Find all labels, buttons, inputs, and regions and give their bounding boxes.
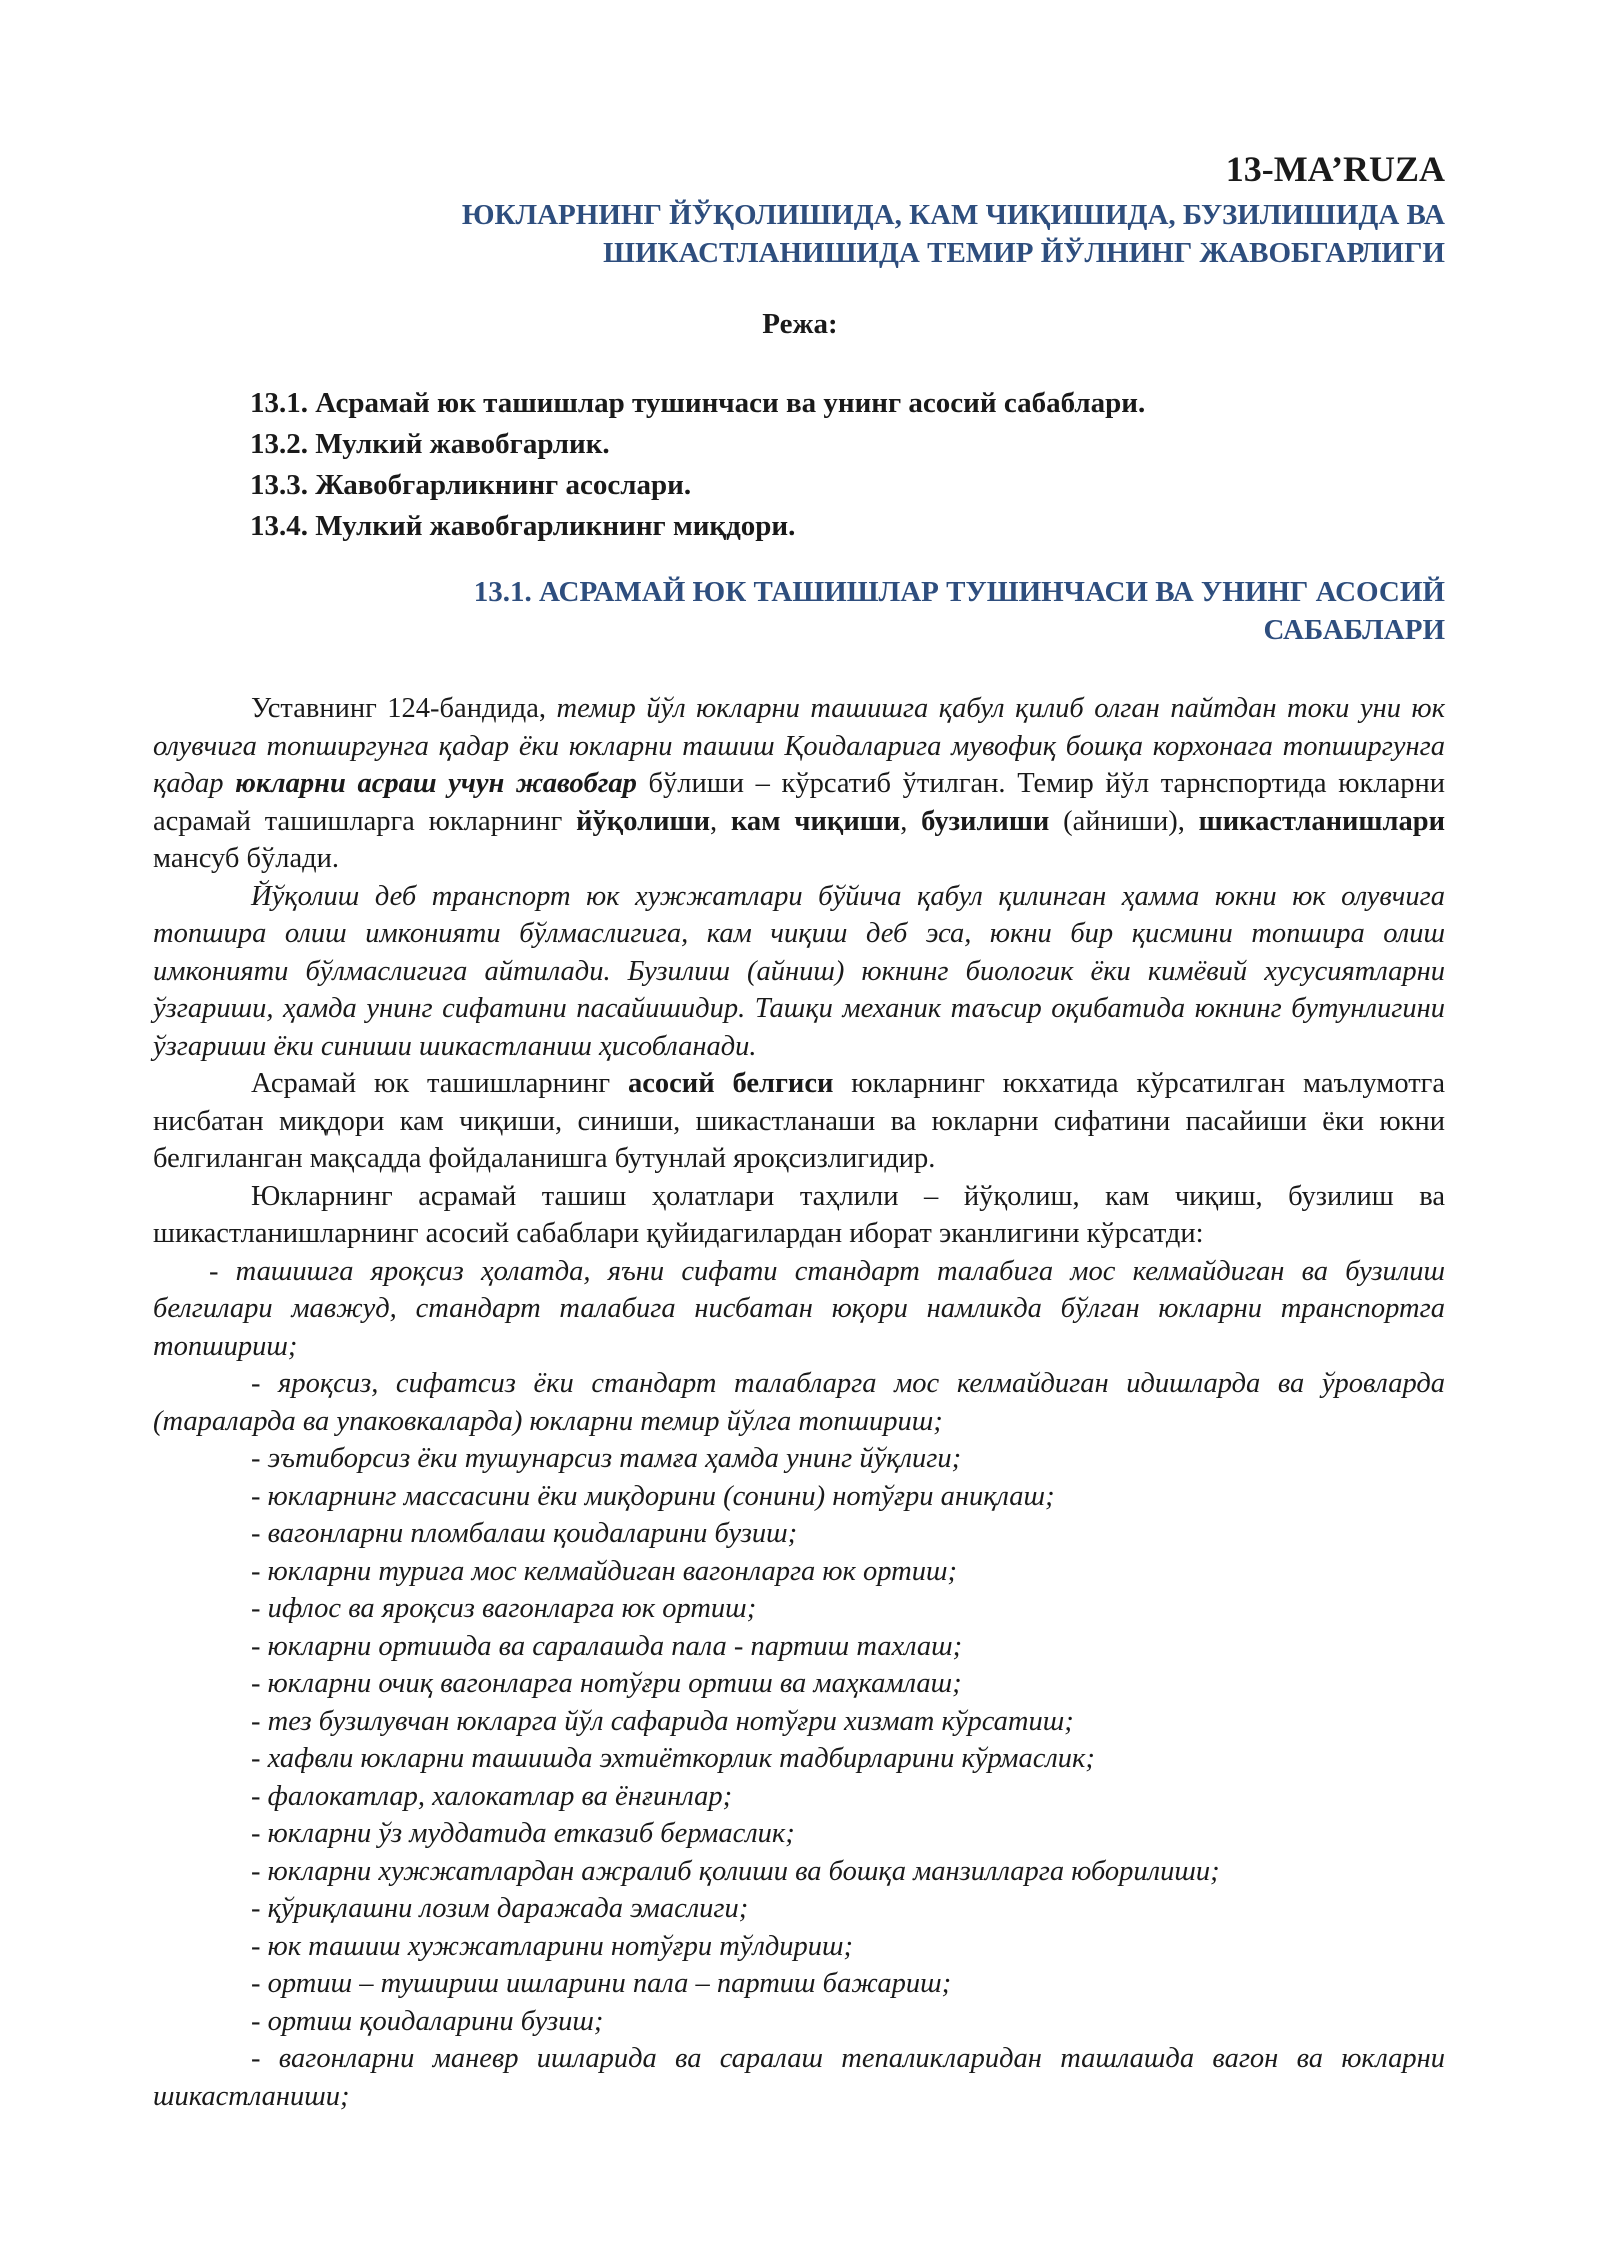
lecture-number: 13-MA’RUZA xyxy=(1225,149,1445,189)
text-run: юкларнинг юкхатида кўрсатилган маълумотга нисбатан миқдори кам чиқиши, синиши, шикастланаши ва юкларни сифатини пасайиши ёки юкни белгиланган мақсадда фойдаланишга бутунлай яроқсизлигидир. xyxy=(153,1068,1446,1174)
lecture-title xyxy=(145,196,1445,272)
paragraph xyxy=(153,1065,1445,1178)
cause-list-item: - юкларни ўз муддатида етказиб бермаслик; xyxy=(251,1818,795,1849)
section-title xyxy=(145,573,1445,649)
cause-list-item: - тез бузилувчан юкларга йўл сафарида нотўғри хизмат кўрсатиш; xyxy=(251,1705,1074,1737)
text-run: Асрамай юк ташишларнинг xyxy=(251,1068,628,1099)
text-run: Уставнинг 124-бандида, xyxy=(251,693,557,724)
text-run: (айниши), xyxy=(1049,805,1199,837)
cause-list-item: - юкларни турига мос келмайдиган вагонларга юк ортиш; xyxy=(251,1555,957,1587)
plan-item: 13.1. Асрамай юк ташишлар тушинчаси ва унинг асосий сабаблари. xyxy=(250,387,1146,419)
cause-list-item: - фалокатлар, халокатлар ва ёнғинлар; xyxy=(251,1780,733,1812)
section-title-line: САБАБЛАРИ xyxy=(1263,614,1445,646)
plan-list xyxy=(250,383,1350,547)
cause-list-item: - вагонларни маневр ишларида ва саралаш тепаликларидан ташлашда вагон ва юкларни шикастланиши; xyxy=(153,2043,1445,2112)
plan-item: 13.3. Жавобгарликнинг асослари. xyxy=(250,469,692,501)
cause-list-item: - вагонларни пломбалаш қоидаларини бузиш; xyxy=(251,1518,798,1549)
text-run-italic: темир йўл юкларни ташишга қабул қилиб олган пайтдан токи уни юк олувчига топширгунга қадар ёки юкларни ташиш Қоидаларига мувофиқ бошқа корхонага топширгунга қадар xyxy=(153,693,1445,799)
cause-list-item: - яроқсиз, сифатсиз ёки стандарт талабларга мос келмайдиган идишларда ва ўровларда (тараларда ва упаковкаларда) юкларни темир йўлга топшириш; xyxy=(153,1368,1445,1437)
paragraph xyxy=(153,690,1445,878)
plan-item: 13.4. Мулкий жавобгарликнинг миқдори. xyxy=(250,510,796,542)
paragraph: Йўқолиш деб транспорт юк хужжатлари бўйича қабул қилинган ҳамма юкни юк олувчига топшира олиш имконияти бўлмаслигига, кам чиқиш деб эса, юкни бир қисмини топшира олиш имконияти бўлмаслигига айтилади. Бузилиш (айниш) юкнинг биологик ёки кимёвий хусусиятларни ўзгариши, ҳамда унинг сифатини пасайишидир. Ташқи механик таъсир оқибатида юкнинг бутунлигини ўзгариши ёки синиши шикастланиш ҳисобланади. xyxy=(153,880,1445,1062)
text-run-bold: шикастланишлари xyxy=(1198,805,1445,837)
cause-list-item: - ифлос ва яроқсиз вагонларга юк ортиш; xyxy=(251,1593,757,1624)
cause-list-item: - юк ташиш хужжатларини нотўғри тўлдириш; xyxy=(251,1930,854,1962)
cause-list-item: - юкларни очиқ вагонларга нотўғри ортиш ва маҳкамлаш; xyxy=(251,1668,962,1699)
text-run-bold: йўқолиши xyxy=(576,805,710,837)
paragraph: Юкларнинг асрамай ташиш ҳолатлари таҳлили – йўқолиш, кам чиқиш, бузилиш ва шикастланишларнинг асосий сабаблари қуйидагилардан иборат эканлигини кўрсатди: xyxy=(153,1180,1445,1249)
plan-item: 13.2. Мулкий жавобгарлик. xyxy=(250,428,610,460)
text-run: , xyxy=(710,805,731,837)
cause-list-item: - хафвли юкларни ташишда эхтиёткорлик тадбирларини кўрмаслик; xyxy=(251,1743,1095,1774)
text-run-bold: бузилиши xyxy=(921,805,1050,837)
text-run-bold: кам чиқиши xyxy=(730,805,901,837)
text-run: , xyxy=(900,805,922,837)
cause-list-item: - юкларнинг массасини ёки миқдорини (сонини) нотўғри аниқлаш; xyxy=(251,1480,1055,1512)
cause-list-item: - қўриқлашни лозим даражада эмаслиги; xyxy=(251,1893,749,1924)
text-run: мансуб бўлади. xyxy=(153,843,340,874)
cause-list-item: - ташишга яроқсиз ҳолатда, яъни сифати стандарт талабига мос келмайдиган ва бузилиш белгилари мавжуд, стандарт талабига нисбатан юқори намликда бўлган юкларни транспортга топшириш; xyxy=(153,1255,1445,1362)
cause-list-item: - юкларни ортишда ва саралашда пала - партиш тахлаш; xyxy=(251,1630,963,1662)
text-run: бўлиши – кўрсатиб ўтилган. Темир йўл тарнспортида юкларни асрамай ташишларга юкларнинг xyxy=(153,768,1446,837)
text-run-bold: асосий белгиси xyxy=(627,1068,834,1099)
cause-list-item: - ортиш – тушириш ишларини пала – партиш бажариш; xyxy=(251,1968,952,1999)
lecture-title-line: ЮКЛАРНИНГ ЙЎҚОЛИШИДА, КАМ ЧИҚИШИДА, БУЗИЛИШИДА ВА xyxy=(461,199,1445,231)
text-run-bold-italic: юкларни асраш учун жавобгар xyxy=(235,768,637,799)
cause-list-item: - юкларни хужжатлардан ажралиб қолиши ва бошқа манзилларга юборилиши; xyxy=(251,1855,1220,1887)
cause-list-item: - ортиш қоидаларини бузиш; xyxy=(251,2005,604,2037)
lecture-title-line: ШИКАСТЛАНИШИДА ТЕМИР ЙЎЛНИНГ ЖАВОБГАРЛИГИ xyxy=(603,237,1445,269)
plan-heading: Режа: xyxy=(762,308,838,340)
section-title-line: 13.1. АСРАМАЙ ЮК ТАШИШЛАР ТУШИНЧАСИ ВА УНИНГ АСОСИЙ xyxy=(473,576,1445,608)
body-text xyxy=(153,690,1445,2115)
cause-list-item: - эътиборсиз ёки тушунарсиз тамға ҳамда унинг йўқлиги; xyxy=(251,1443,962,1474)
